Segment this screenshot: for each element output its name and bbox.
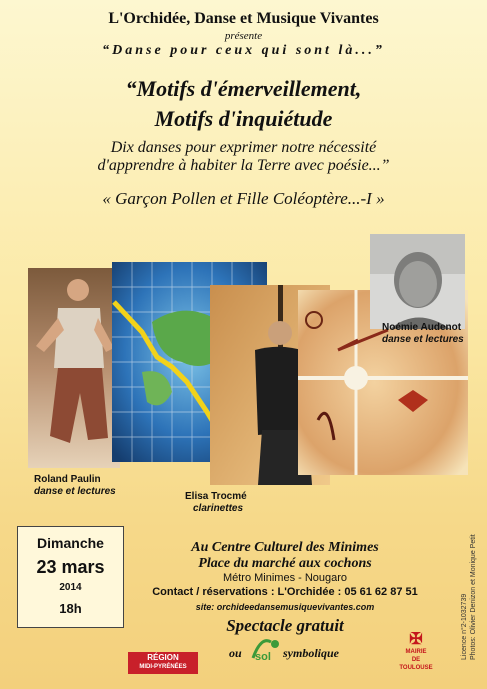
or-label: ou bbox=[229, 646, 242, 660]
event-time: 18h bbox=[59, 601, 82, 616]
series-title: “Danse pour ceux qui sont là...” bbox=[102, 43, 385, 58]
show-subtitle-line-1: Dix danses pour exprimer notre nécessité bbox=[110, 139, 377, 156]
piece-title: « Garçon Pollen et Fille Coléoptère...-I » bbox=[102, 189, 385, 208]
sol-logo bbox=[249, 634, 283, 662]
performer-caption-roland bbox=[34, 474, 116, 498]
presente-label: présente bbox=[224, 30, 263, 42]
licence-number: Licence n°2-1032739 bbox=[461, 593, 468, 660]
event-date: 23 mars bbox=[36, 557, 105, 577]
venue-place: Place du marché aux cochons bbox=[198, 556, 372, 571]
show-title-line-2: Motifs d'inquiétude bbox=[154, 106, 333, 131]
contact-info: Contact / réservations : L'Orchidée : 05 61 62 87 51 bbox=[152, 586, 418, 598]
mairie-logo bbox=[396, 632, 436, 680]
region-logo-line-1: RÉGION bbox=[147, 653, 179, 662]
region-logo bbox=[128, 652, 198, 674]
performer-role: danse et lectures bbox=[34, 486, 116, 497]
performer-name: Elisa Trocmé bbox=[185, 491, 247, 502]
organization-name: L'Orchidée, Danse et Musique Vivantes bbox=[108, 10, 379, 27]
website-link[interactable]: site: orchideedansemusiquevivantes.com bbox=[195, 602, 375, 612]
mairie-logo-line-1: MAIRIE bbox=[405, 649, 427, 655]
performer-role: clarinettes bbox=[193, 503, 244, 514]
mairie-logo-line-2: DE TOULOUSE bbox=[399, 657, 433, 671]
symbolique-label: symbolique bbox=[283, 646, 339, 660]
event-day: Dimanche bbox=[37, 535, 104, 551]
photo-credits: Photos: Olivier Denizon et Monique Petit bbox=[470, 534, 477, 660]
dancer-portrait-noemie bbox=[370, 234, 465, 329]
metro-info: Métro Minimes - Nougaro bbox=[222, 572, 348, 584]
credits-vertical bbox=[460, 460, 482, 660]
region-logo-line-2: MIDI-PYRÉNÉES bbox=[139, 664, 187, 670]
show-subtitle-line-2: d'apprendre à habiter la Terre avec poésie...” bbox=[97, 157, 390, 174]
dancer-photo-roland bbox=[28, 268, 120, 468]
performer-caption-noemie bbox=[382, 322, 464, 346]
occitan-cross-icon: ✠ bbox=[409, 631, 423, 648]
sol-logo-text: sol bbox=[255, 651, 271, 662]
show-title-line-1: “Motifs d'émerveillement, bbox=[125, 76, 362, 101]
event-year: 2014 bbox=[59, 582, 82, 593]
price-label: Spectacle gratuit bbox=[226, 616, 344, 635]
performer-name: Noémie Audenot bbox=[382, 322, 462, 333]
performer-name: Roland Paulin bbox=[34, 474, 101, 485]
date-box bbox=[17, 526, 124, 628]
performer-role: danse et lectures bbox=[382, 334, 464, 345]
performer-caption-elisa bbox=[185, 491, 247, 515]
venue-name: Au Centre Culturel des Minimes bbox=[191, 540, 379, 555]
